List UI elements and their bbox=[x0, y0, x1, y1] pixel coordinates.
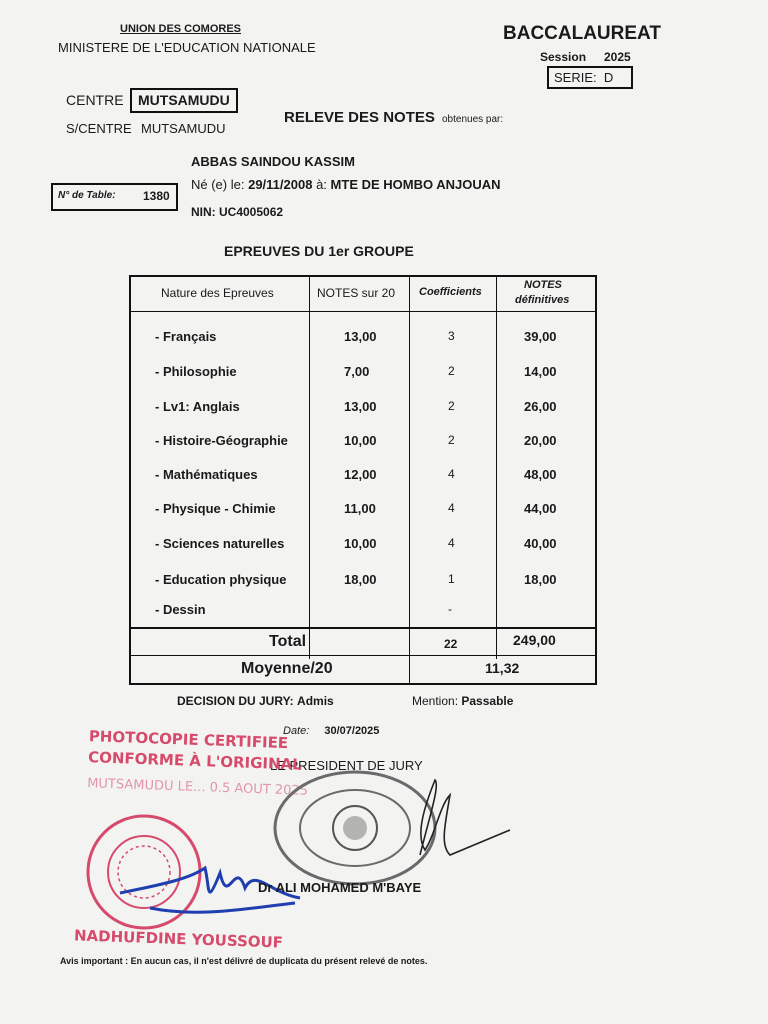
coef-cell: 3 bbox=[448, 329, 455, 343]
total-value: 249,00 bbox=[513, 632, 556, 648]
note-cell: 7,00 bbox=[344, 364, 370, 379]
coef-cell: 4 bbox=[448, 536, 455, 550]
coef-cell: - bbox=[448, 602, 452, 616]
subject-cell: - Dessin bbox=[155, 602, 206, 617]
subject-cell: - Français bbox=[155, 329, 217, 344]
ministry-label: MINISTERE DE L'EDUCATION NATIONALE bbox=[58, 40, 316, 55]
subject-cell: - Mathématiques bbox=[155, 467, 258, 482]
subject-cell: - Physique - Chimie bbox=[155, 501, 276, 516]
table-number-box bbox=[51, 183, 178, 211]
document-title: RELEVE DES NOTES bbox=[284, 109, 435, 126]
final-cell: 48,00 bbox=[524, 467, 557, 482]
coef-cell: 2 bbox=[448, 364, 455, 378]
certified-copy-line2: CONFORME À L'ORIGINAL bbox=[87, 748, 303, 774]
born-date: 29/11/2008 bbox=[248, 177, 313, 192]
total-label: Total bbox=[269, 633, 307, 650]
document-subtitle: obtenues par: bbox=[442, 114, 504, 125]
serie-box bbox=[547, 66, 633, 89]
subcentre-label: S/CENTRE bbox=[66, 121, 132, 136]
average-value: 11,32 bbox=[485, 660, 520, 676]
centre-value: MUTSAMUDU bbox=[138, 92, 230, 108]
coef-cell: 2 bbox=[448, 433, 455, 447]
total-coef: 22 bbox=[444, 637, 458, 651]
note-cell: 10,00 bbox=[344, 536, 377, 551]
decision-value: Admis bbox=[297, 694, 334, 708]
certified-copy-line1: PHOTOCOPIE CERTIFIEE bbox=[88, 727, 289, 753]
subject-cell: - Education physique bbox=[155, 572, 287, 587]
date-value: 30/07/2025 bbox=[324, 725, 380, 737]
note-cell: 13,00 bbox=[344, 329, 377, 344]
born-at-label: à: bbox=[316, 177, 327, 192]
subject-cell: - Sciences naturelles bbox=[155, 536, 285, 551]
header-final: NOTES bbox=[524, 279, 562, 291]
certified-copy-line3: MUTSAMUDU LE... 0.5 AOUT 2025 bbox=[86, 776, 309, 799]
note-cell: 13,00 bbox=[344, 399, 377, 414]
final-cell: 20,00 bbox=[524, 433, 557, 448]
director-name-stamp: NADHUFDINE YOUSSOUF bbox=[73, 926, 284, 952]
union-label: UNION DES COMORES bbox=[120, 23, 242, 35]
mention-line bbox=[412, 694, 513, 708]
decision-line bbox=[177, 694, 334, 708]
coef-cell: 4 bbox=[448, 467, 455, 481]
centre-box bbox=[130, 88, 238, 113]
note-cell: 11,00 bbox=[344, 501, 376, 516]
note-cell: 18,00 bbox=[344, 572, 377, 587]
born-info bbox=[191, 177, 501, 192]
note-cell: 12,00 bbox=[344, 467, 377, 482]
subject-cell: - Philosophie bbox=[155, 364, 237, 379]
grades-table bbox=[129, 275, 597, 685]
final-cell: 26,00 bbox=[524, 399, 557, 414]
president-signature-icon bbox=[380, 775, 520, 875]
date-label: Date: bbox=[283, 725, 310, 737]
header-final-sub: définitives bbox=[515, 294, 570, 306]
group-title: EPREUVES DU 1er GROUPE bbox=[224, 243, 414, 259]
final-cell: 14,00 bbox=[524, 364, 557, 379]
decision-label: DECISION DU JURY: bbox=[177, 694, 294, 708]
table-number-label: N° de Table: bbox=[58, 190, 116, 201]
session-year: 2025 bbox=[604, 50, 631, 64]
table-number-value: 1380 bbox=[143, 189, 170, 203]
mention-value: Passable bbox=[461, 694, 514, 708]
born-place: MTE DE HOMBO ANJOUAN bbox=[330, 177, 501, 192]
average-label: Moyenne/20 bbox=[241, 660, 333, 677]
header-subject: Nature des Epreuves bbox=[161, 286, 274, 300]
header-note: NOTES sur 20 bbox=[317, 286, 396, 300]
student-nin: NIN: UC4005062 bbox=[191, 205, 284, 219]
mention-label: Mention: bbox=[412, 694, 459, 708]
final-cell: 18,00 bbox=[524, 572, 557, 587]
exam-title: BACCALAUREAT bbox=[503, 23, 661, 44]
final-cell: 39,00 bbox=[524, 329, 557, 344]
final-cell: 40,00 bbox=[524, 536, 557, 551]
final-cell: 44,00 bbox=[524, 501, 557, 516]
subcentre-value: MUTSAMUDU bbox=[141, 121, 226, 136]
jury-title: LE PRESIDENT DE JURY bbox=[270, 758, 423, 773]
coef-cell: 4 bbox=[448, 501, 455, 515]
subject-cell: - Lv1: Anglais bbox=[155, 399, 240, 414]
serie-text: SERIE: D bbox=[554, 70, 614, 85]
session-label: Session bbox=[540, 50, 587, 64]
important-notice: Avis important : En aucun cas, il n'est délivré de duplicata du présent relevé de notes. bbox=[60, 956, 428, 966]
coef-cell: 1 bbox=[448, 572, 455, 586]
coef-cell: 2 bbox=[448, 399, 455, 413]
student-name: ABBAS SAINDOU KASSIM bbox=[191, 154, 355, 169]
jury-president-name: Dr ALI MOHAMED M'BAYE bbox=[258, 880, 422, 895]
header-coef: Coefficients bbox=[419, 286, 482, 298]
subject-cell: - Histoire-Géographie bbox=[155, 433, 288, 448]
note-cell: 10,00 bbox=[344, 433, 377, 448]
born-label: Né (e) le: bbox=[191, 177, 245, 192]
centre-label: CENTRE bbox=[66, 92, 124, 108]
